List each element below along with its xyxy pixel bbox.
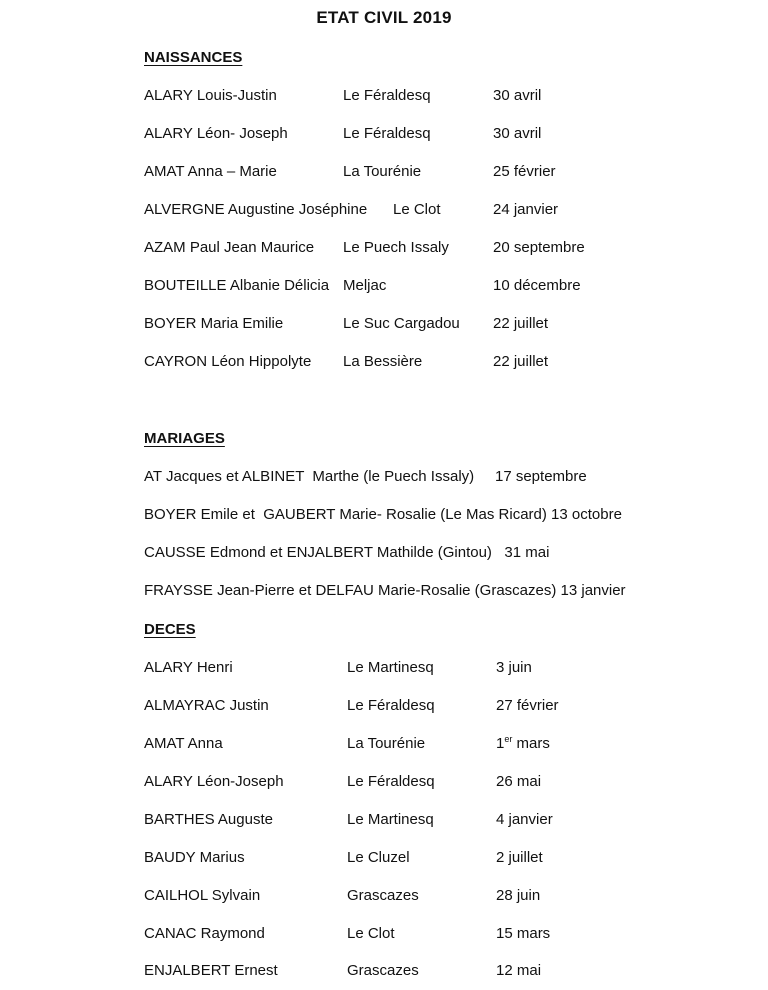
- section-heading-naissances: NAISSANCES: [144, 49, 243, 66]
- section-heading-mariages: MARIAGES: [144, 430, 225, 447]
- death-row: [0, 811, 768, 833]
- birth-name: AZAM Paul Jean Maurice: [144, 239, 315, 256]
- birth-name: ALARY Léon- Joseph: [144, 125, 288, 142]
- birth-row: [0, 163, 768, 185]
- death-name: ENJALBERT Ernest: [144, 962, 278, 979]
- death-place: Le Clot: [347, 925, 395, 942]
- death-date: 26 mai: [496, 773, 542, 790]
- death-date: 12 mai: [496, 962, 542, 979]
- death-row: [0, 659, 768, 681]
- birth-date: 22 juillet: [493, 353, 549, 370]
- death-row: [0, 735, 768, 757]
- death-row: [0, 887, 768, 909]
- birth-name: BOUTEILLE Albanie Délicia: [144, 277, 330, 294]
- birth-date: 25 février: [493, 163, 556, 180]
- death-name: ALARY Léon-Joseph: [144, 773, 284, 790]
- death-name: ALARY Henri: [144, 659, 233, 676]
- death-name: ALMAYRAC Justin: [144, 697, 269, 714]
- death-row: [0, 849, 768, 871]
- death-name: CAILHOL Sylvain: [144, 887, 261, 904]
- death-place: Le Féraldesq: [347, 773, 435, 790]
- birth-date: 30 avril: [493, 87, 542, 104]
- death-row: [0, 773, 768, 795]
- death-date: 4 janvier: [496, 811, 553, 828]
- death-date: 3 juin: [496, 659, 532, 676]
- death-place: Le Martinesq: [347, 659, 434, 676]
- birth-row: [0, 87, 768, 109]
- birth-place: Le Suc Cargadou: [343, 315, 460, 332]
- birth-row: [0, 353, 768, 375]
- birth-date: 10 décembre: [493, 277, 581, 294]
- death-place: La Tourénie: [347, 735, 426, 752]
- death-name: BAUDY Marius: [144, 849, 245, 866]
- death-row: [0, 925, 768, 947]
- birth-place: Le Féraldesq: [343, 87, 431, 104]
- birth-place: La Bessière: [343, 353, 423, 370]
- birth-row: [0, 239, 768, 261]
- death-date: 28 juin: [496, 887, 541, 904]
- death-row: [0, 962, 768, 984]
- marriage-entry: AT Jacques et ALBINET Marthe (le Puech Issaly) 17 septembre: [144, 468, 587, 485]
- death-place: Le Féraldesq: [347, 697, 435, 714]
- birth-place: Le Clot: [393, 201, 441, 218]
- marriage-entry: BOYER Emile et GAUBERT Marie- Rosalie (Le Mas Ricard) 13 octobre: [144, 506, 622, 523]
- section-heading-deces: DECES: [144, 621, 196, 638]
- birth-date: 20 septembre: [493, 239, 585, 256]
- death-place: Le Martinesq: [347, 811, 434, 828]
- death-date: 15 mars: [496, 925, 551, 942]
- death-name: AMAT Anna: [144, 735, 223, 752]
- birth-row: [0, 201, 768, 223]
- birth-date: 22 juillet: [493, 315, 549, 332]
- birth-row: [0, 277, 768, 299]
- birth-name: CAYRON Léon Hippolyte: [144, 353, 312, 370]
- birth-name: AMAT Anna – Marie: [144, 163, 277, 180]
- birth-place: Le Féraldesq: [343, 125, 431, 142]
- birth-row: [0, 125, 768, 147]
- death-date-month: mars: [512, 735, 550, 752]
- document-title: ETAT CIVIL 2019: [316, 8, 452, 27]
- death-date-day: 1: [496, 735, 505, 752]
- birth-date: 30 avril: [493, 125, 542, 142]
- birth-name: ALVERGNE Augustine Joséphine: [144, 201, 368, 218]
- death-name: BARTHES Auguste: [144, 811, 273, 828]
- birth-place: Meljac: [343, 277, 387, 294]
- death-date-ordinal: er: [504, 734, 513, 744]
- marriage-entry: FRAYSSE Jean-Pierre et DELFAU Marie-Rosalie (Grascazes) 13 janvier: [144, 582, 626, 599]
- birth-name: ALARY Louis-Justin: [144, 87, 277, 104]
- birth-date: 24 janvier: [493, 201, 559, 218]
- death-place: Grascazes: [347, 887, 419, 904]
- death-date: 27 février: [496, 697, 559, 714]
- birth-place: Le Puech Issaly: [343, 239, 449, 256]
- death-date: 2 juillet: [496, 849, 543, 866]
- birth-name: BOYER Maria Emilie: [144, 315, 284, 332]
- death-name: CANAC Raymond: [144, 925, 265, 942]
- birth-place: La Tourénie: [343, 163, 422, 180]
- marriage-entry: CAUSSE Edmond et ENJALBERT Mathilde (Gintou) 31 mai: [144, 544, 550, 561]
- death-place: Grascazes: [347, 962, 419, 979]
- death-date: [496, 735, 550, 752]
- death-row: [0, 697, 768, 719]
- death-place: Le Cluzel: [347, 849, 410, 866]
- birth-row: [0, 315, 768, 337]
